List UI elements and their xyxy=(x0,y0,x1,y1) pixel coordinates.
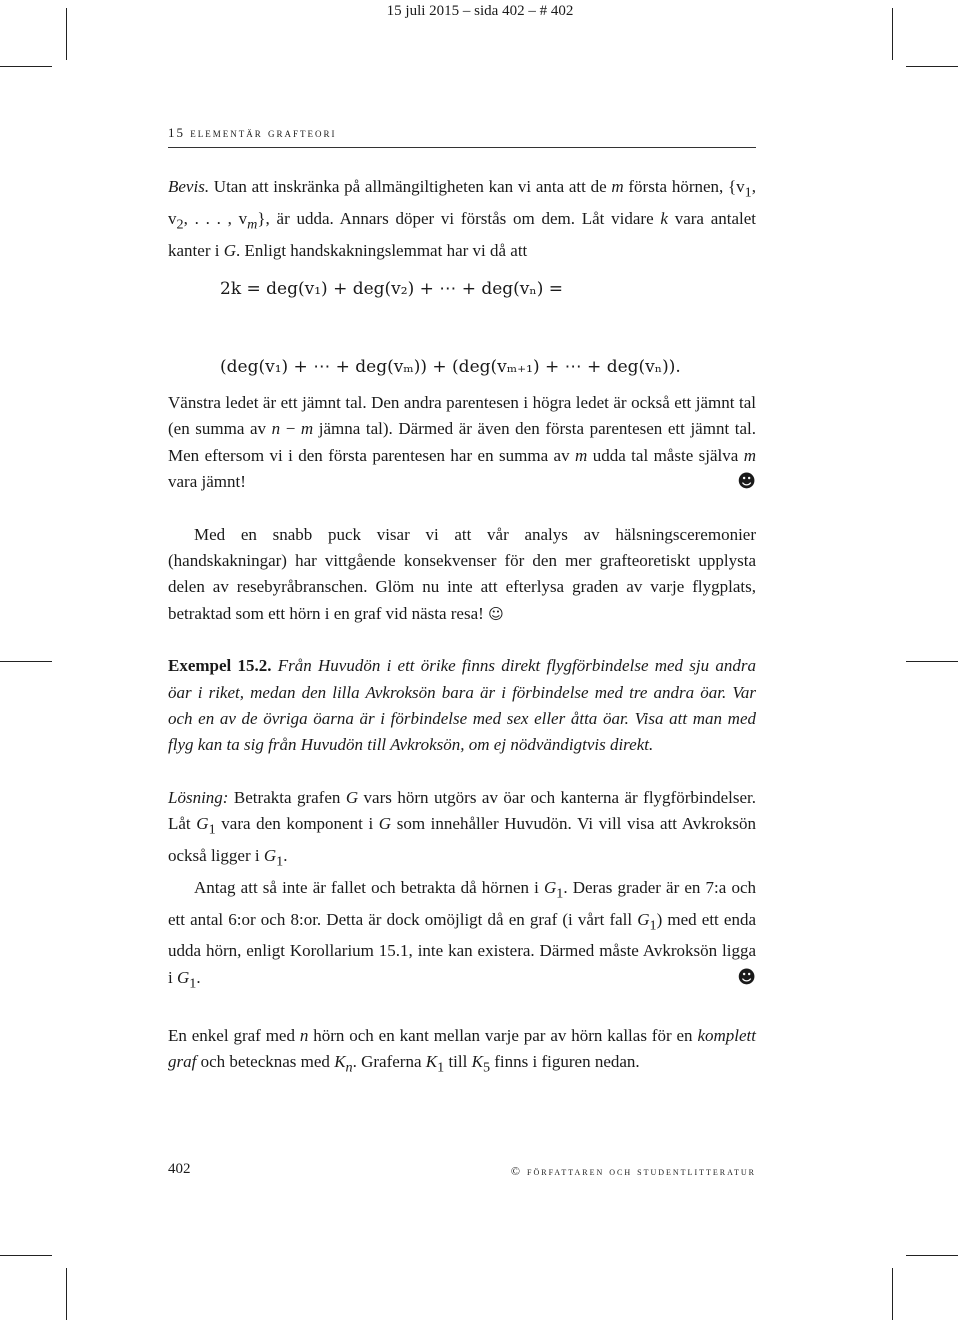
proof-label: Bevis. xyxy=(168,177,210,196)
solution-label: Lösning: xyxy=(168,787,229,807)
crop-mark xyxy=(66,1268,67,1320)
equation-line-2: (deg(v₁) + ⋯ + deg(vₘ)) + (deg(vₘ₊₁) + ⋯ + deg(vₙ)). xyxy=(220,357,681,377)
crop-mark xyxy=(906,1255,958,1256)
term-complete-graph: komplett graf xyxy=(168,1025,756,1072)
copyright-notice: © författaren och studentlitteratur xyxy=(510,1164,756,1178)
page-body xyxy=(168,174,756,1081)
crop-mark xyxy=(0,661,52,662)
crop-mark xyxy=(0,66,52,67)
smiley-icon: ☺ xyxy=(488,604,504,623)
proof-continuation: Vänstra ledet är ett jämnt tal. Den andra parentesen i högra ledet är också ett jämnt tal (en summa av n − m jämna tal). Därmed är även den första parentesen ett jämnt tal. Men eftersom vi i den första parentesen har en summa av m udda tal måste själva m vara jämnt! ☻ xyxy=(168,390,756,496)
crop-mark xyxy=(906,66,958,67)
crop-mark xyxy=(0,1255,52,1256)
proof-paragraph: Bevis. Utan att inskränka på allmängiltigheten kan vi anta att de m första hörnen, {$v_1$, $v_2$, . . . , $v_m$}, är udda. Annars döper vi förstås om dem. Låt vidare k vara antalet kanter i G. Enligt handskakningslemmat har vi då att xyxy=(168,177,757,260)
page-footer xyxy=(168,1158,756,1182)
airport-paragraph: Med en snabb puck visar vi att vår analys av hälsningsceremonier (handskakningar) har vittgående konsekvenser för den mer grafteoretiskt upplysta delen av resebyråbranschen. Glöm nu inte att efterlysa graden av varje flygplats, betraktad som ett hörn i en graf vid nästa resa! ☺ xyxy=(168,524,756,623)
solution-paragraph: Lösning: Betrakta grafen G vars hörn utgörs av öar och kanterna är flygförbindelser. Låt $G_1$ vara den komponent i G som innehåller Huvudön. Vi vill visa att Avkroksön också ligger i $G_1$. xyxy=(168,787,757,870)
crop-mark xyxy=(906,661,958,662)
qed-icon: ☻ xyxy=(737,966,756,988)
crop-mark xyxy=(892,1268,893,1320)
qed-icon: ☻ xyxy=(737,471,756,493)
solution-paragraph-2: Antag att så inte är fallet och betrakta då hörnen i $G_1$. Deras grader är en 7:a och ett antal 6:or och 8:or. Detta är dock omöjligt då en graf (i vårt fall $G_1$) med ett enda udda hörn, enligt Korollarium 15.1, inte kan existera. Därmed måste Avkroksön ligga i $G_1$. ☻ xyxy=(168,877,756,992)
header-rule xyxy=(168,147,756,148)
complete-graph-paragraph: En enkel graf med n hörn och en kant mellan varje par av hörn kallas för en komplett graf och betecknas med $K_n$. Graferna $K_1$ till $K_5$ finns i figuren nedan. xyxy=(168,1025,756,1076)
print-slug: 15 juli 2015 – sida 402 – # 402 xyxy=(386,3,574,19)
example-paragraph: Exempel 15.2. Från Huvudön i ett örike finns direkt flygförbindelse med sju andra öar i riket, medan den lilla Avkroksön bara är i förbindelse med tre andra öar. Var och en av de övriga öarna är i förbindelse med sex eller åtta öar. Visa att man med flyg kan ta sig från Huvudön till Avkroksön, om ej nödvändigtvis direkt. xyxy=(168,656,756,755)
running-head: 15 elementär grafteori xyxy=(168,125,337,140)
page-number: 402 xyxy=(168,1161,191,1177)
example-label: Exempel 15.2. xyxy=(168,656,272,676)
equation-line-1: 2k = deg(v₁) + deg(v₂) + ⋯ + deg(vₙ) = xyxy=(220,279,564,299)
